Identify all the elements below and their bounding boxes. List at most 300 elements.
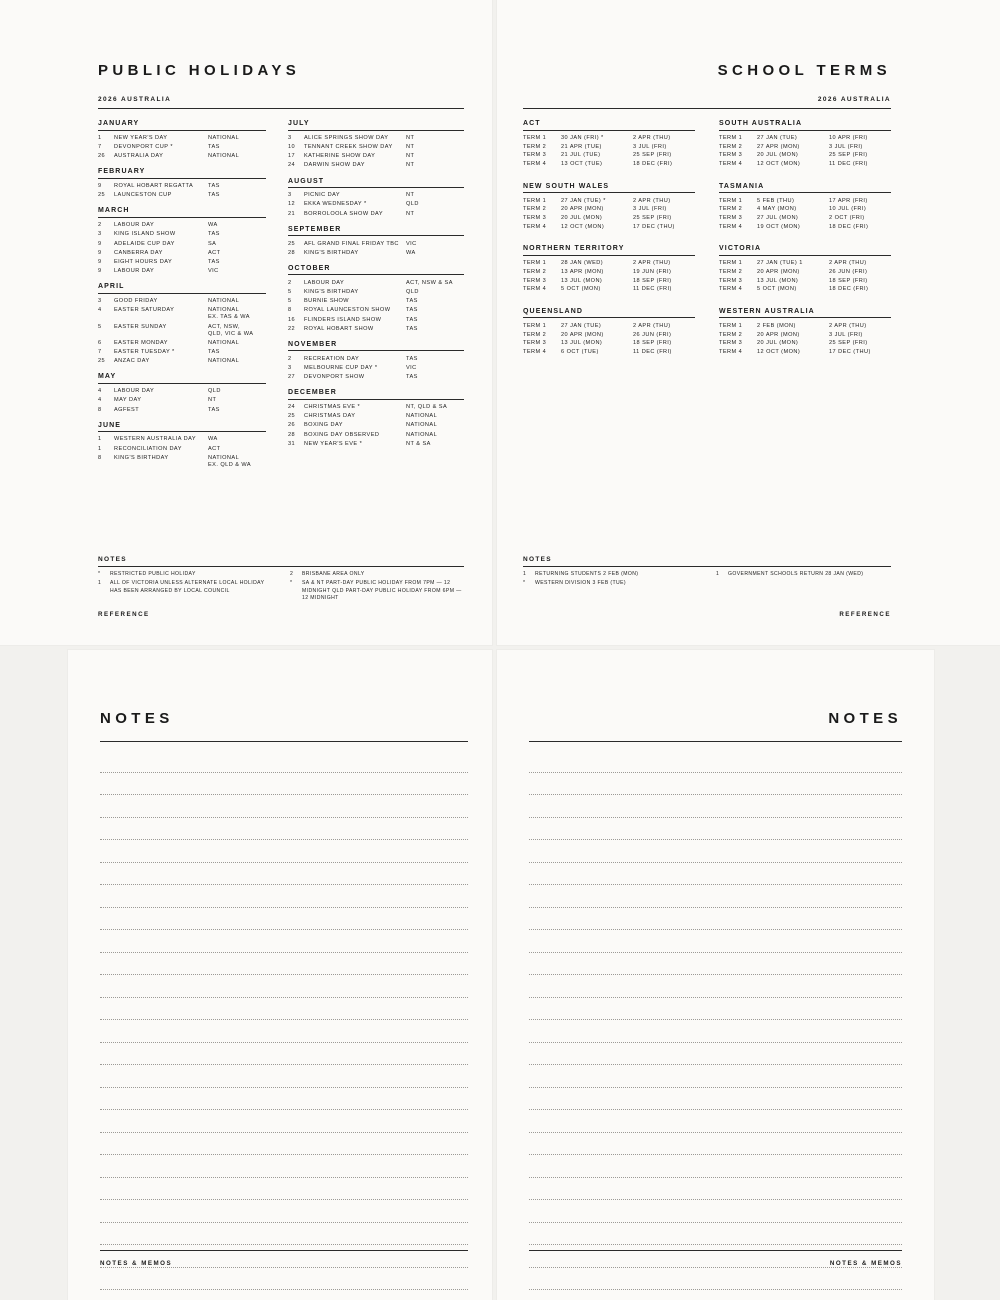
state-block xyxy=(523,308,695,357)
holiday-name: ROYAL HOBART REGATTA xyxy=(114,182,194,189)
holiday-states: NT xyxy=(406,210,415,217)
holiday-day: 10 xyxy=(288,143,296,150)
table-row xyxy=(719,330,891,339)
note-text: GOVERNMENT SCHOOLS RETURN 28 JAN (WED) xyxy=(728,571,864,577)
holiday-name: EASTER SATURDAY xyxy=(114,307,175,314)
term-end-date: 10 JUL (FRI) xyxy=(829,206,867,213)
note-line[interactable] xyxy=(100,1290,468,1300)
holiday-name: LABOUR DAY xyxy=(304,279,345,286)
holiday-name: KING'S BIRTHDAY xyxy=(304,288,359,295)
term-end-date: 11 DEC (FRI) xyxy=(829,161,868,168)
holiday-table xyxy=(98,387,266,415)
term-end-date: 3 JUL (FRI) xyxy=(633,206,667,213)
note-line[interactable] xyxy=(100,840,468,863)
notes-list-left xyxy=(523,571,698,590)
month-block xyxy=(98,120,266,161)
terms-table xyxy=(719,259,891,294)
note-line[interactable] xyxy=(529,1155,902,1178)
table-row xyxy=(98,297,266,306)
note-line[interactable] xyxy=(529,1065,902,1088)
note-line[interactable] xyxy=(529,1268,902,1291)
holiday-day: 26 xyxy=(288,422,296,429)
term-start-date: 27 JAN (TUE) * xyxy=(561,197,606,204)
holiday-name: MAY DAY xyxy=(114,397,142,404)
holidays-column-left xyxy=(98,120,266,477)
state-block xyxy=(523,183,695,232)
term-label: TERM 4 xyxy=(523,161,547,168)
term-start-date: 2 FEB (MON) xyxy=(757,322,796,329)
table-row xyxy=(288,143,464,152)
footer-label: NOTES & MEMOS xyxy=(829,1260,902,1267)
note-line[interactable] xyxy=(100,1020,468,1043)
note-line[interactable] xyxy=(529,953,902,976)
holiday-name: BURNIE SHOW xyxy=(304,298,350,305)
footer-reference: REFERENCE xyxy=(98,611,150,618)
notes-lines[interactable] xyxy=(100,750,468,1300)
term-label: TERM 2 xyxy=(719,143,743,150)
term-end-date: 2 OCT (FRI) xyxy=(829,215,865,222)
holiday-name: RECONCILIATION DAY xyxy=(114,445,182,452)
month-name: JANUARY xyxy=(98,120,266,131)
note-line[interactable] xyxy=(529,1178,902,1201)
divider xyxy=(529,1250,902,1251)
holiday-states: ACT xyxy=(208,445,221,452)
notes-list-right xyxy=(290,571,464,605)
holiday-states: NATIONAL EX. TAS & WA xyxy=(208,307,250,321)
term-end-date: 3 JUL (FRI) xyxy=(829,331,863,338)
table-row xyxy=(98,406,266,415)
term-start-date: 27 APR (MON) xyxy=(757,143,800,150)
note-line[interactable] xyxy=(529,1133,902,1156)
note-text: RESTRICTED PUBLIC HOLIDAY xyxy=(110,571,196,577)
holiday-name: BOXING DAY xyxy=(304,422,343,429)
term-end-date: 18 SEP (FRI) xyxy=(633,340,672,347)
table-row xyxy=(98,152,266,161)
table-row xyxy=(288,325,464,334)
note-line[interactable] xyxy=(100,773,468,796)
holiday-name: ADELAIDE CUP DAY xyxy=(114,240,175,247)
notes-list-right xyxy=(716,571,891,590)
holiday-day: 1 xyxy=(98,445,102,452)
table-row xyxy=(288,412,464,421)
note-line[interactable] xyxy=(529,930,902,953)
note-line[interactable] xyxy=(100,908,468,931)
table-row xyxy=(523,259,695,268)
note-line[interactable] xyxy=(100,1043,468,1066)
note-marker: 1 xyxy=(98,580,102,587)
holiday-day: 1 xyxy=(98,436,102,443)
note-line[interactable] xyxy=(100,998,468,1021)
note-marker: 1 xyxy=(523,571,527,577)
term-label: TERM 3 xyxy=(719,277,743,284)
note-line[interactable] xyxy=(529,773,902,796)
holiday-states: TAS xyxy=(406,298,418,305)
note-line[interactable] xyxy=(529,863,902,886)
holiday-states: NATIONAL xyxy=(406,413,438,420)
table-row xyxy=(98,322,266,338)
term-label: TERM 3 xyxy=(523,277,547,284)
holiday-states: NATIONAL xyxy=(208,153,240,160)
term-start-date: 20 APR (MON) xyxy=(561,331,604,338)
note-line[interactable] xyxy=(529,840,902,863)
holiday-day: 7 xyxy=(98,143,102,150)
table-row xyxy=(98,230,266,239)
holiday-table xyxy=(98,435,266,470)
month-block xyxy=(288,120,464,171)
note-line[interactable] xyxy=(100,1200,468,1223)
holiday-states: ACT, NSW & SA xyxy=(406,279,453,286)
term-end-date: 11 DEC (FRI) xyxy=(633,349,672,356)
holiday-name: EIGHT HOURS DAY xyxy=(114,259,173,266)
holiday-day: 9 xyxy=(98,268,102,275)
note-line[interactable] xyxy=(529,1290,902,1300)
holiday-table xyxy=(288,403,464,449)
note-line[interactable] xyxy=(100,1268,468,1291)
term-start-date: 19 OCT (MON) xyxy=(757,223,801,230)
term-start-date: 5 FEB (THU) xyxy=(757,197,795,204)
note-line[interactable] xyxy=(100,1110,468,1133)
note-item xyxy=(716,571,891,578)
holiday-day: 25 xyxy=(98,358,106,365)
table-row xyxy=(523,276,695,285)
holiday-name: RECREATION DAY xyxy=(304,355,360,362)
note-line[interactable] xyxy=(100,1133,468,1156)
note-line[interactable] xyxy=(100,1223,468,1246)
term-end-date: 2 APR (THU) xyxy=(829,322,867,329)
note-line[interactable] xyxy=(100,863,468,886)
holiday-table xyxy=(288,354,464,382)
holiday-name: AGFEST xyxy=(114,406,140,413)
term-end-date: 18 DEC (FRI) xyxy=(633,161,673,168)
holiday-states: NT xyxy=(406,143,415,150)
holiday-day: 7 xyxy=(98,349,102,356)
term-end-date: 11 DEC (FRI) xyxy=(633,286,672,293)
table-row xyxy=(523,151,695,160)
holiday-day: 3 xyxy=(288,192,292,199)
notes-heading: NOTES xyxy=(98,556,464,567)
table-row xyxy=(719,268,891,277)
table-row xyxy=(288,152,464,161)
term-start-date: 20 JUL (MON) xyxy=(757,152,799,159)
holiday-day: 5 xyxy=(288,298,292,305)
term-end-date: 25 SEP (FRI) xyxy=(829,340,868,347)
holiday-name: KATHERINE SHOW DAY xyxy=(304,153,376,160)
table-row xyxy=(288,278,464,287)
holiday-states: NT xyxy=(406,134,415,141)
holiday-states: NT xyxy=(208,397,217,404)
note-line[interactable] xyxy=(529,1088,902,1111)
term-start-date: 5 OCT (MON) xyxy=(757,286,797,293)
holiday-name: EKKA WEDNESDAY * xyxy=(304,201,367,208)
holiday-states: NT & SA xyxy=(406,440,431,447)
table-row xyxy=(719,348,891,357)
note-item xyxy=(290,580,464,602)
note-line[interactable] xyxy=(529,975,902,998)
state-name: QUEENSLAND xyxy=(523,308,695,319)
state-name: ACT xyxy=(523,120,695,131)
terms-table xyxy=(719,196,891,231)
holiday-name: ALICE SPRINGS SHOW DAY xyxy=(304,134,389,141)
term-label: TERM 2 xyxy=(719,331,743,338)
table-row xyxy=(523,160,695,169)
state-name: WESTERN AUSTRALIA xyxy=(719,308,891,319)
holiday-day: 25 xyxy=(288,413,296,420)
term-start-date: 27 JAN (TUE) 1 xyxy=(757,260,803,267)
note-text: WESTERN DIVISION 3 FEB (TUE) xyxy=(535,580,627,587)
term-end-date: 26 JUN (FRI) xyxy=(633,331,672,338)
note-line[interactable] xyxy=(100,795,468,818)
holiday-day: 9 xyxy=(98,182,102,189)
note-line[interactable] xyxy=(100,818,468,841)
holiday-name: CANBERRA DAY xyxy=(114,249,163,256)
state-name: VICTORIA xyxy=(719,245,891,256)
note-line[interactable] xyxy=(529,885,902,908)
holiday-day: 8 xyxy=(288,307,292,314)
holiday-day: 3 xyxy=(98,231,102,238)
table-row xyxy=(288,431,464,440)
holiday-table xyxy=(98,221,266,277)
terms-table xyxy=(719,321,891,356)
term-label: TERM 4 xyxy=(523,349,547,356)
note-line[interactable] xyxy=(529,998,902,1021)
term-start-date: 13 APR (MON) xyxy=(561,268,604,275)
note-line[interactable] xyxy=(100,1088,468,1111)
note-line[interactable] xyxy=(529,1200,902,1223)
holiday-states: ACT, NSW, QLD, VIC & WA xyxy=(208,323,254,337)
note-item xyxy=(290,571,464,578)
note-line[interactable] xyxy=(529,1110,902,1133)
term-start-date: 20 JUL (MON) xyxy=(561,215,603,222)
term-end-date: 17 DEC (THU) xyxy=(829,349,871,356)
divider xyxy=(100,1250,468,1251)
table-row xyxy=(98,445,266,454)
note-marker: 2 xyxy=(290,571,294,577)
table-row xyxy=(98,306,266,322)
note-line[interactable] xyxy=(100,885,468,908)
holiday-day: 12 xyxy=(288,201,296,208)
holiday-table xyxy=(288,134,464,171)
table-row xyxy=(98,258,266,267)
table-row xyxy=(98,221,266,230)
note-line[interactable] xyxy=(529,1020,902,1043)
table-row xyxy=(288,421,464,430)
terms-table xyxy=(719,134,891,169)
table-row xyxy=(523,222,695,231)
table-row xyxy=(98,143,266,152)
holiday-states: QLD xyxy=(208,388,221,395)
holiday-states: NATIONAL xyxy=(406,431,438,438)
holiday-day: 2 xyxy=(288,355,292,362)
table-row xyxy=(523,348,695,357)
table-row xyxy=(288,161,464,170)
holiday-day: 17 xyxy=(288,153,296,160)
holiday-table xyxy=(288,191,464,219)
terms-column-left xyxy=(523,120,695,371)
holiday-states: WA xyxy=(406,249,416,256)
holiday-name: KING'S BIRTHDAY xyxy=(304,249,359,256)
holiday-states: TAS xyxy=(208,192,220,199)
holiday-day: 21 xyxy=(288,210,296,217)
table-row xyxy=(523,205,695,214)
holiday-day: 24 xyxy=(288,403,296,410)
holiday-day: 3 xyxy=(98,298,102,305)
note-line[interactable] xyxy=(100,1155,468,1178)
holiday-day: 24 xyxy=(288,162,296,169)
table-row xyxy=(523,285,695,294)
table-row xyxy=(719,151,891,160)
state-block xyxy=(719,183,891,232)
notes-lines[interactable] xyxy=(529,750,902,1300)
divider xyxy=(529,741,902,742)
holiday-table xyxy=(98,297,266,367)
table-row xyxy=(288,373,464,382)
term-label: TERM 2 xyxy=(719,206,743,213)
holiday-name: PICNIC DAY xyxy=(304,192,341,199)
year-label: 2026 AUSTRALIA xyxy=(98,96,172,103)
holiday-states: NATIONAL xyxy=(208,339,240,346)
note-item xyxy=(523,571,698,578)
table-row xyxy=(719,134,891,143)
note-line[interactable] xyxy=(529,750,902,773)
note-line[interactable] xyxy=(529,795,902,818)
note-line[interactable] xyxy=(100,1178,468,1201)
notes-page-left xyxy=(68,650,492,1300)
page-title: NOTES xyxy=(100,710,174,727)
table-row xyxy=(288,191,464,200)
holiday-name: DARWIN SHOW DAY xyxy=(304,162,365,169)
month-block xyxy=(288,226,464,258)
term-start-date: 12 OCT (MON) xyxy=(757,161,801,168)
term-end-date: 2 APR (THU) xyxy=(633,322,671,329)
note-line[interactable] xyxy=(529,818,902,841)
note-item xyxy=(523,580,698,587)
note-line[interactable] xyxy=(100,1065,468,1088)
term-start-date: 13 JUL (MON) xyxy=(561,277,603,284)
table-row xyxy=(523,330,695,339)
term-start-date: 13 OCT (TUE) xyxy=(561,161,603,168)
month-block xyxy=(98,373,266,414)
term-label: TERM 3 xyxy=(719,215,743,222)
month-name: MAY xyxy=(98,373,266,384)
note-line[interactable] xyxy=(529,1223,902,1246)
term-start-date: 20 APR (MON) xyxy=(561,206,604,213)
divider xyxy=(523,108,891,109)
month-name: DECEMBER xyxy=(288,389,464,400)
notes-list-left xyxy=(98,571,272,605)
holiday-day: 28 xyxy=(288,249,296,256)
table-row xyxy=(523,196,695,205)
term-start-date: 12 OCT (MON) xyxy=(561,223,605,230)
holiday-states: TAS xyxy=(208,259,220,266)
holiday-day: 16 xyxy=(288,316,296,323)
month-name: JULY xyxy=(288,120,464,131)
holiday-table xyxy=(98,134,266,162)
holiday-name: BOXING DAY OBSERVED xyxy=(304,431,380,438)
footer-reference: REFERENCE xyxy=(839,611,891,618)
term-end-date: 18 DEC (FRI) xyxy=(829,223,869,230)
term-end-date: 2 APR (THU) xyxy=(633,197,671,204)
month-block xyxy=(288,341,464,382)
note-line[interactable] xyxy=(100,975,468,998)
term-end-date: 18 SEP (FRI) xyxy=(829,277,868,284)
holiday-name: GOOD FRIDAY xyxy=(114,298,158,305)
table-row xyxy=(719,321,891,330)
table-row xyxy=(523,214,695,223)
note-line[interactable] xyxy=(529,908,902,931)
table-row xyxy=(719,259,891,268)
holiday-day: 28 xyxy=(288,431,296,438)
page-title: PUBLIC HOLIDAYS xyxy=(98,62,301,79)
table-row xyxy=(288,288,464,297)
holiday-day: 3 xyxy=(288,364,292,371)
holiday-name: ROYAL HOBART SHOW xyxy=(304,325,374,332)
term-start-date: 12 OCT (MON) xyxy=(757,349,801,356)
holiday-states: TAS xyxy=(406,307,418,314)
holiday-day: 2 xyxy=(288,279,292,286)
table-row xyxy=(719,205,891,214)
holiday-name: CHRISTMAS EVE * xyxy=(304,403,361,410)
term-label: TERM 1 xyxy=(523,322,547,329)
term-end-date: 10 APR (FRI) xyxy=(829,134,868,141)
note-line[interactable] xyxy=(100,750,468,773)
table-row xyxy=(288,200,464,209)
holiday-day: 4 xyxy=(98,397,102,404)
note-line[interactable] xyxy=(529,1043,902,1066)
state-block xyxy=(523,120,695,169)
divider xyxy=(98,108,464,109)
holiday-states: QLD xyxy=(406,201,419,208)
holiday-states: WA xyxy=(208,221,218,228)
state-name: NORTHERN TERRITORY xyxy=(523,245,695,256)
term-start-date: 13 JUL (MON) xyxy=(757,277,799,284)
table-row xyxy=(719,196,891,205)
month-name: JUNE xyxy=(98,422,266,433)
term-label: TERM 2 xyxy=(523,331,547,338)
term-end-date: 18 DEC (FRI) xyxy=(829,286,869,293)
table-row xyxy=(719,276,891,285)
holiday-states: NATIONAL xyxy=(208,358,240,365)
term-end-date: 26 JUN (FRI) xyxy=(829,268,868,275)
term-start-date: 4 MAY (MON) xyxy=(757,206,797,213)
note-line[interactable] xyxy=(100,930,468,953)
holiday-name: ROYAL LAUNCESTON SHOW xyxy=(304,307,391,314)
holiday-states: NATIONAL EX. QLD & WA xyxy=(208,454,252,468)
table-row xyxy=(288,239,464,248)
holiday-name: DEVONPORT SHOW xyxy=(304,374,365,381)
note-item xyxy=(98,571,272,578)
holiday-states: SA xyxy=(208,240,217,247)
note-line[interactable] xyxy=(100,953,468,976)
holiday-name: DEVONPORT CUP * xyxy=(114,143,173,150)
month-name: SEPTEMBER xyxy=(288,226,464,237)
table-row xyxy=(98,267,266,276)
term-end-date: 25 SEP (FRI) xyxy=(829,152,868,159)
state-block xyxy=(523,245,695,294)
term-end-date: 18 SEP (FRI) xyxy=(633,277,672,284)
state-block xyxy=(719,245,891,294)
term-label: TERM 4 xyxy=(719,286,743,293)
holiday-states: VIC xyxy=(208,268,219,275)
term-label: TERM 1 xyxy=(523,197,547,204)
term-start-date: 28 JAN (WED) xyxy=(561,260,604,267)
note-item xyxy=(98,580,272,595)
holiday-day: 5 xyxy=(288,288,292,295)
table-row xyxy=(288,315,464,324)
table-row xyxy=(288,297,464,306)
table-row xyxy=(288,210,464,219)
holiday-name: LABOUR DAY xyxy=(114,268,155,275)
note-marker: * xyxy=(98,571,101,577)
